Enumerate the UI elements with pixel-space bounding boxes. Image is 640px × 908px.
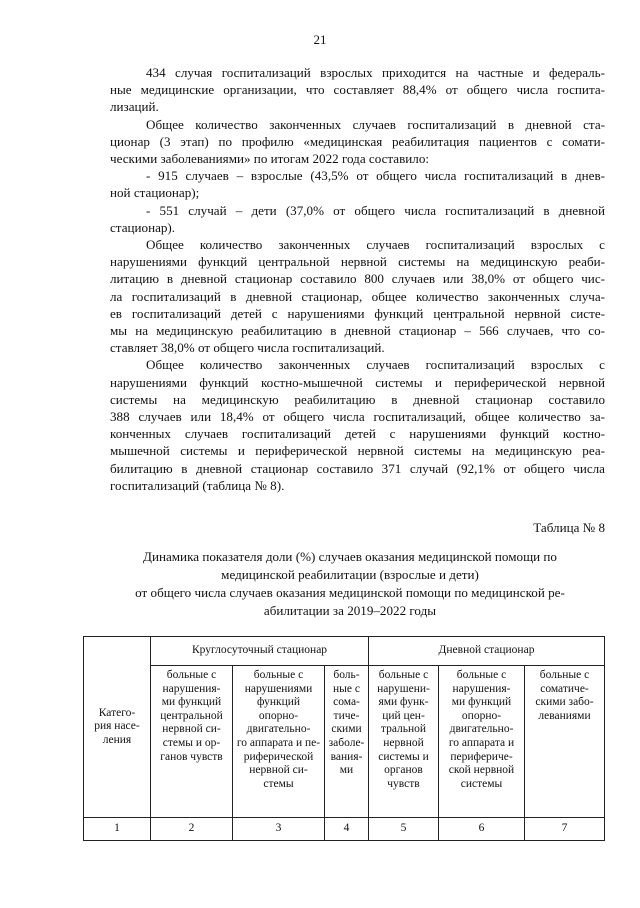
text-line: стационар). [110, 219, 176, 235]
text-line: ставляет 38,0% от общего числа госпитализаций. [110, 340, 385, 356]
text-line: - 915 случаев – взрослые (43,5% от общего числа госпитализаций в днев- [146, 168, 605, 184]
text-line: конченных случаев госпитализаций детей с нарушениями функций костно- [110, 426, 605, 442]
category-header-text: Катего- рия насе- ления [94, 706, 140, 746]
column-number: 2 [151, 818, 233, 841]
text-line: лизаций. [110, 99, 159, 115]
table-title-line: от общего числа случаев оказания медицинской помощи по медицинской ре- [135, 585, 565, 600]
category-header [84, 637, 151, 818]
subheader-text: боль- ные с сома- тиче- скими заболе- вания- ми [328, 669, 365, 777]
text-line: - 551 случай – дети (37,0% от общего числа госпитализаций в дневной [146, 202, 605, 218]
subheader-text: больные с нарушени- ями функ- ций цен- тральной нервной системы и органов чувств [377, 669, 430, 790]
column-number-row [84, 818, 605, 841]
column-number: 7 [525, 818, 605, 841]
text-line: ционар (3 этап) по профилю «медицинская реабилитация пациентов с сомати- [110, 133, 605, 149]
column-number: 1 [84, 818, 151, 841]
text-line: ла госпитализаций в дневной стационар, общее количество законченных случа- [110, 288, 605, 304]
subheader-text: больные с нарушения- ми функций опорно- двигательно- го аппарата и перифериче- ской нервной системы [448, 669, 515, 790]
page-number: 21 [313, 32, 327, 47]
group-header-day-hospital [369, 637, 605, 666]
text-line: ные медицинские организации, что составляет 88,4% от общего числа госпита- [110, 82, 605, 98]
subheader-cell [439, 666, 525, 818]
text-line: 388 случаев или 18,4% от общего числа госпитализаций, общее количество за- [110, 409, 605, 425]
subheader-cell [151, 666, 233, 818]
table-title-line: Динамика показателя доли (%) случаев оказания медицинской помощи по [143, 549, 557, 564]
text-line: нарушениями функций костно-мышечной системы и периферической нервной [110, 374, 605, 390]
text-line: билитацию в дневной стационар составило 371 случай (92,1% от общего числа [110, 460, 605, 476]
text-line: Общее количество законченных случаев госпитализаций в дневной ста- [146, 116, 605, 132]
table-title-line: медицинской реабилитации (взрослые и дети) [221, 567, 479, 582]
table-title-line: абилитации за 2019–2022 годы [263, 603, 437, 618]
text-line: ной стационар); [110, 185, 200, 201]
text-line: Общее количество законченных случаев госпитализаций взрослых с [146, 237, 605, 253]
text-line: Общее количество законченных случаев госпитализаций взрослых с [146, 357, 605, 373]
column-number: 6 [439, 818, 525, 841]
subheader-cell [369, 666, 439, 818]
subheader-cell [233, 666, 325, 818]
subheader-cell [325, 666, 369, 818]
text-line: нарушениями функций центральной нервной системы на медицинскую реаби- [110, 254, 605, 270]
subheader-cell [525, 666, 605, 818]
group-header-text: Круглосуточный стационар [191, 644, 328, 657]
column-number: 4 [325, 818, 369, 841]
table-label: Таблица № 8 [533, 520, 605, 535]
table-title [90, 548, 610, 620]
subheader-text: больные с нарушения- ми функций центральной нервной си- стемы и ор- ганов чувств [160, 669, 223, 763]
header-row [84, 637, 605, 666]
text-line: литацию в дневной стационар составило 800 случаев или 38,0% от общего чис- [110, 271, 605, 287]
body-text [110, 64, 605, 494]
text-line: 434 случая госпитализаций взрослых приходится на частные и федераль- [146, 65, 605, 80]
text-line: мы на медицинскую реабилитацию в дневной стационар – 566 случаев, что со- [110, 323, 605, 339]
data-table [83, 636, 605, 841]
subheader-text: больные с нарушениями функций опорно- двигательно- го аппарата и пе- риферической нервной си- стемы [236, 669, 321, 790]
group-header-round-the-clock [151, 637, 369, 666]
text-line: мышечной системы и периферической нервной системы на медицинскую реа- [110, 443, 605, 459]
group-header-text: Дневной стационар [438, 644, 535, 657]
column-number: 3 [233, 818, 325, 841]
subheader-text: больные с соматиче- скими забо- леваниями [535, 669, 594, 722]
text-line: ческими заболеваниями» по итогам 2022 года составило: [110, 151, 430, 167]
text-line: системы на медицинскую реабилитацию в дневной стационар составило [110, 391, 605, 407]
text-line: ев госпитализаций детей с нарушениями функций центральной нервной систе- [110, 305, 605, 321]
column-number: 5 [369, 818, 439, 841]
subheader-row [84, 666, 605, 818]
text-line: госпитализаций (таблица № 8). [110, 477, 285, 493]
